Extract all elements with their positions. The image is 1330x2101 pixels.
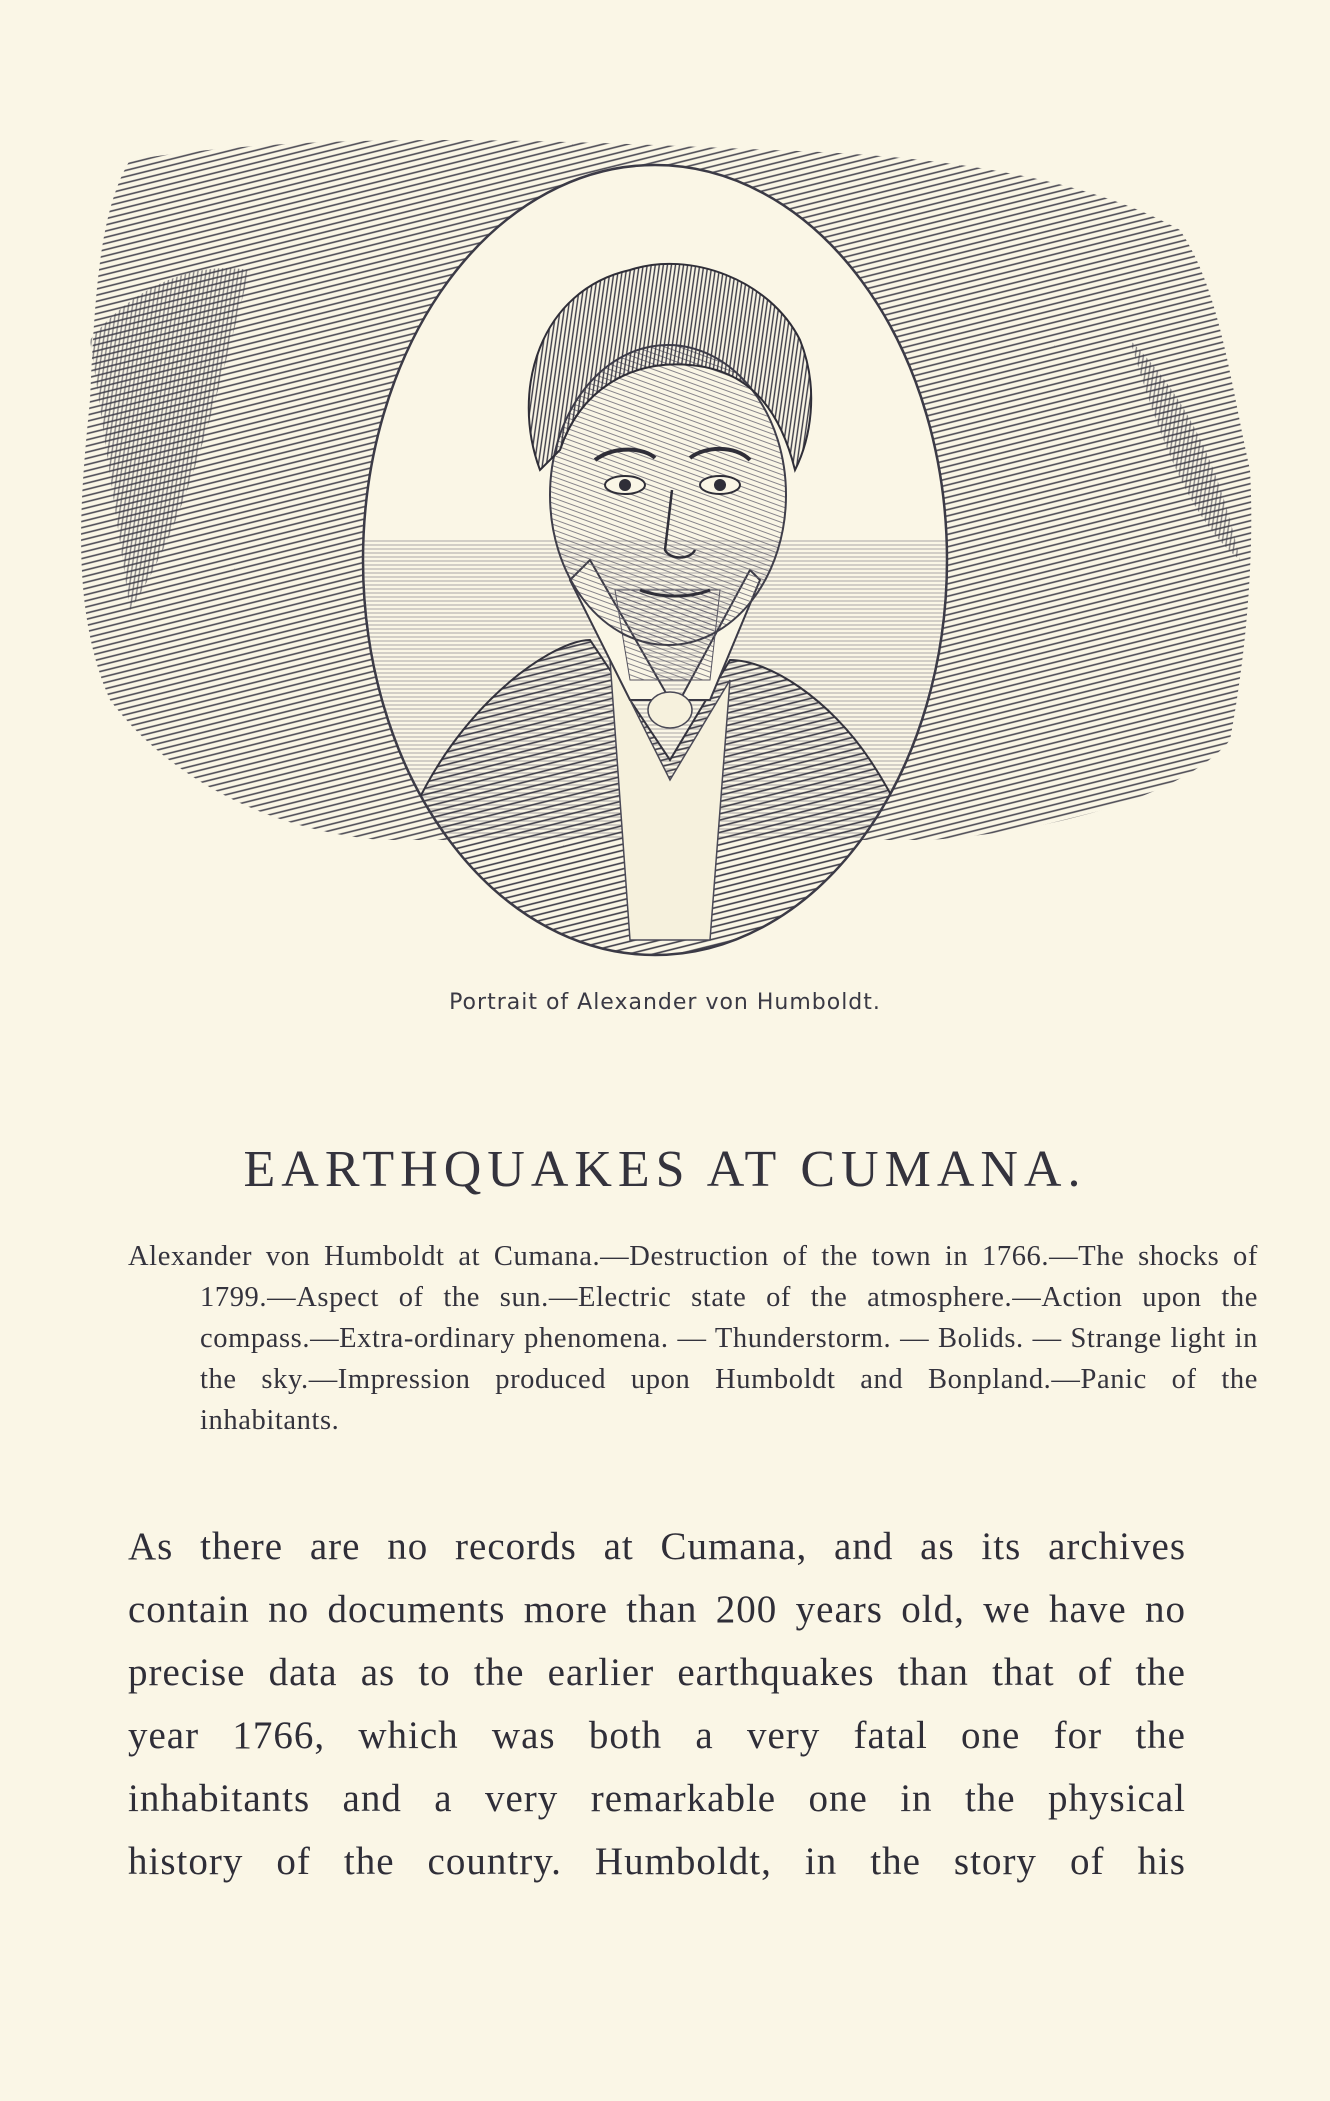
chapter-title: EARTHQUAKES AT CUMANA. — [243, 1141, 1087, 1198]
chapter-synopsis: Alexander von Humboldt at Cumana.—Destruction of the town in 1766.—The shocks of 1799.—Aspect of the sun.—Electric state of the atmosphere.—Action upon the compass.—Extra-ordinary phenomena. — Thunderstorm. — Bolids. — Strange light in the sky.—Impression produced upon Humboldt and Bonpland.—Panic of the inhabitants. — [128, 1241, 1258, 1436]
figure-caption: Portrait of Alexander von Humboldt. — [449, 990, 881, 1015]
body-paragraph: As there are no records at Cumana, and as its archives contain no documents more than 200 years old, we have no precise data as to the earlier earthquakes than that of the year 1766, which was both a very fatal one for the inhabitants and a very remarkable one in the physical history of the country. Humboldt, in the story of his — [128, 1525, 1186, 1883]
portrait-engraving — [70, 140, 1260, 960]
